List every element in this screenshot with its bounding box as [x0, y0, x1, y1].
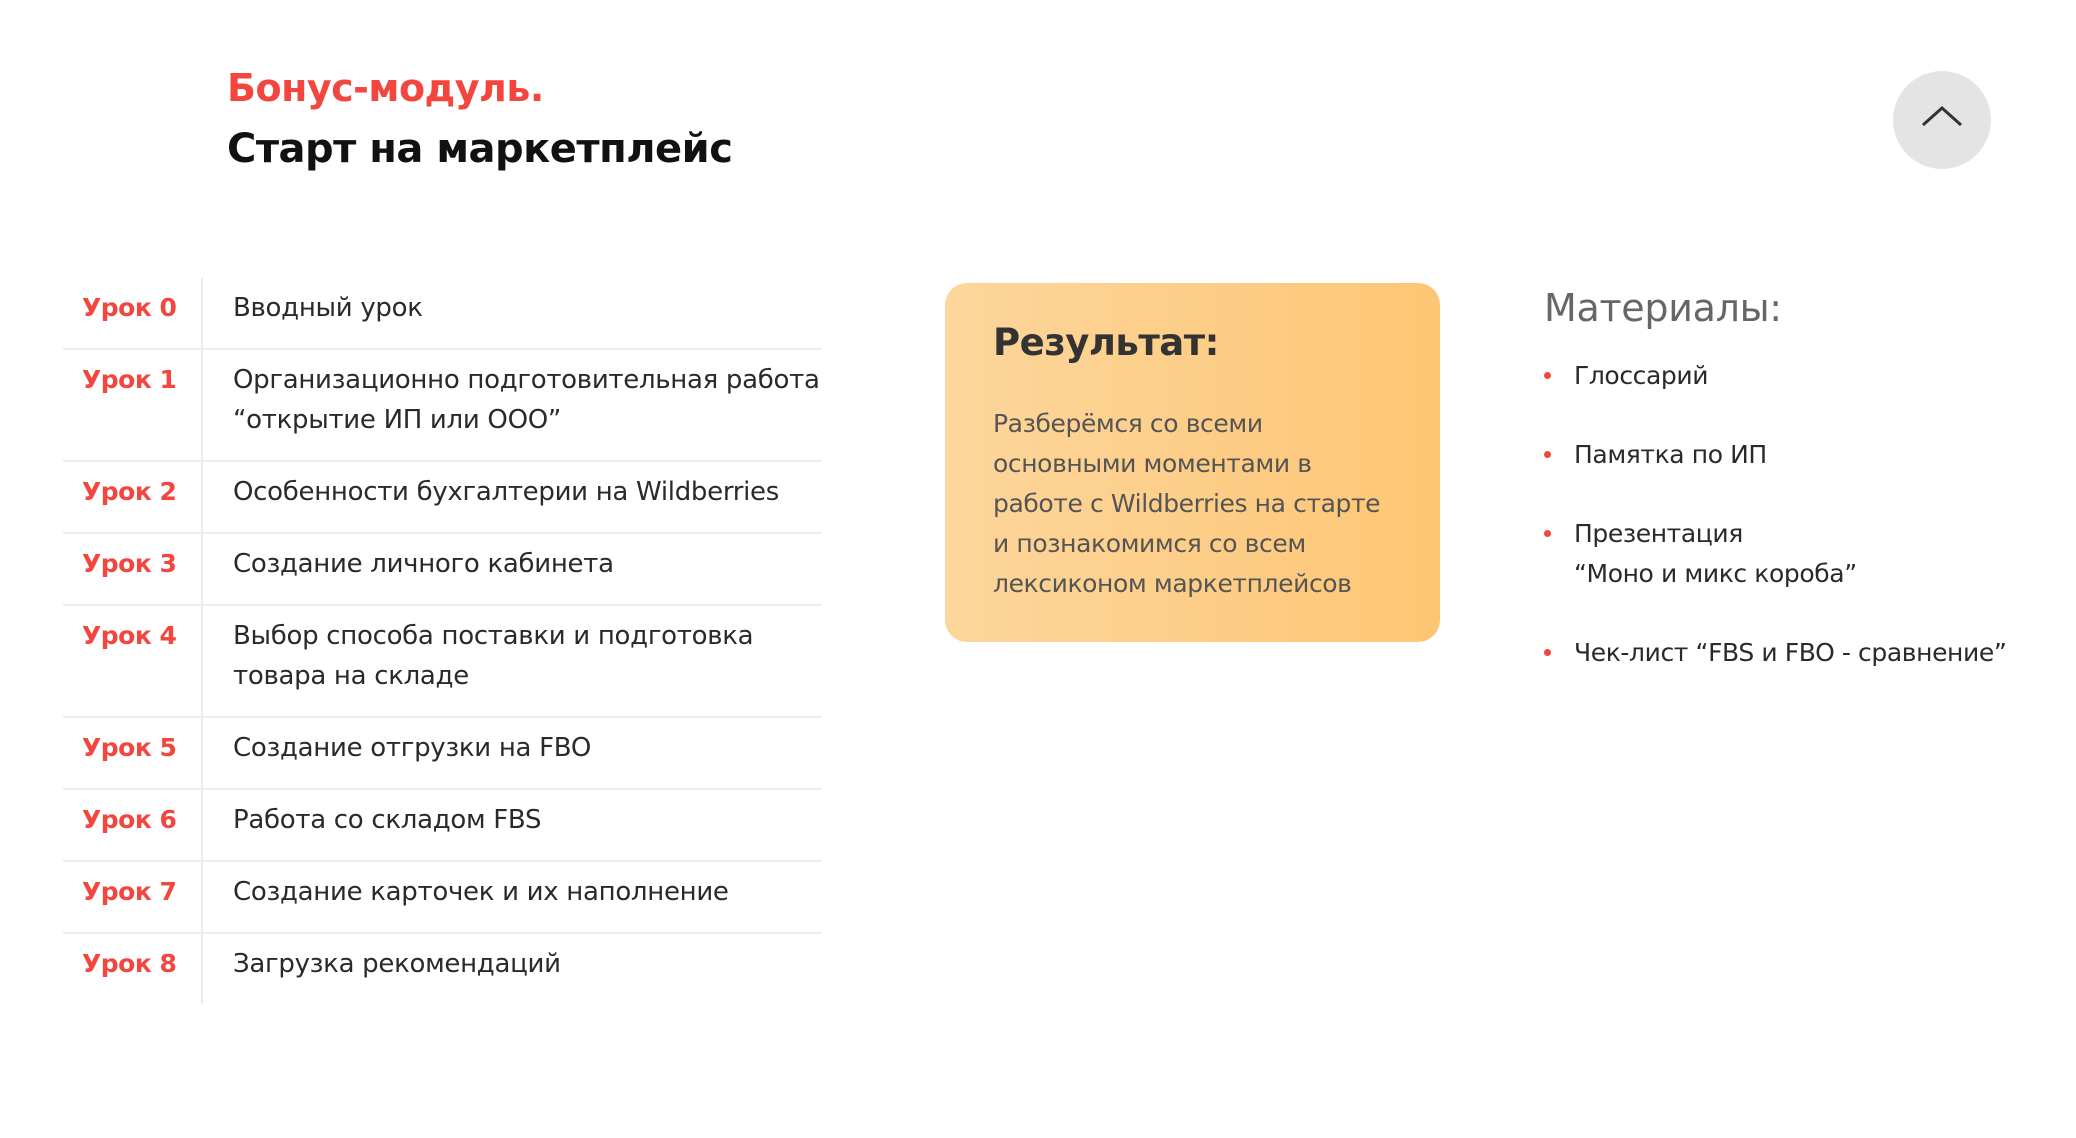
- scroll-up-button[interactable]: [1893, 71, 1991, 169]
- lesson-row[interactable]: [63, 534, 822, 606]
- lesson-row[interactable]: [63, 862, 822, 934]
- lesson-row[interactable]: [63, 278, 822, 350]
- lesson-title: Работа со складом FBS: [233, 805, 542, 835]
- lesson-title: Создание отгрузки на FBO: [233, 733, 592, 763]
- lesson-title: Вводный урок: [233, 293, 423, 323]
- material-label: Презентация “Моно и микс короба”: [1574, 519, 1857, 588]
- lesson-title: Организационно подготовительная работа “открытие ИП или ООО”: [233, 365, 820, 435]
- module-title: Старт на маркетплейс: [227, 126, 733, 172]
- lesson-title: Создание личного кабинета: [233, 549, 614, 579]
- material-label: Памятка по ИП: [1574, 440, 1767, 469]
- bullet-icon: [1544, 372, 1551, 379]
- result-card: [945, 283, 1440, 642]
- lesson-title: Особенности бухгалтерии на Wildberries: [233, 477, 780, 507]
- material-item[interactable]: [1544, 633, 2064, 673]
- bullet-icon: [1544, 530, 1551, 537]
- material-item[interactable]: [1544, 514, 2064, 594]
- lesson-number: Урок 8: [63, 934, 203, 1004]
- lesson-number: Урок 3: [63, 534, 203, 604]
- material-item[interactable]: [1544, 435, 2064, 475]
- lesson-row[interactable]: [63, 350, 822, 462]
- lesson-number: Урок 0: [63, 278, 203, 348]
- materials-section: [1544, 286, 2064, 712]
- result-heading: Результат:: [993, 321, 1219, 364]
- materials-heading: Материалы:: [1544, 286, 1782, 330]
- bullet-icon: [1544, 451, 1551, 458]
- lesson-row[interactable]: [63, 790, 822, 862]
- chevron-up-icon: [1920, 101, 1964, 137]
- material-item[interactable]: [1544, 356, 2064, 396]
- material-label: Чек-лист “FBS и FBO - сравнение”: [1574, 638, 2007, 667]
- materials-list: [1544, 356, 2064, 673]
- lesson-number: Урок 1: [63, 350, 203, 460]
- material-label: Глоссарий: [1574, 361, 1709, 390]
- lesson-row[interactable]: [63, 606, 822, 718]
- module-label: Бонус-модуль.: [227, 66, 544, 110]
- lesson-number: Урок 2: [63, 462, 203, 532]
- lesson-list: [63, 278, 822, 1004]
- lesson-row[interactable]: [63, 462, 822, 534]
- lesson-number: Урок 4: [63, 606, 203, 716]
- lesson-number: Урок 6: [63, 790, 203, 860]
- lesson-title: Создание карточек и их наполнение: [233, 877, 729, 907]
- lesson-row[interactable]: [63, 718, 822, 790]
- lesson-title: Загрузка рекомендаций: [233, 949, 561, 979]
- lesson-row[interactable]: [63, 934, 822, 1004]
- lesson-number: Урок 5: [63, 718, 203, 788]
- lesson-number: Урок 7: [63, 862, 203, 932]
- lesson-title: Выбор способа поставки и подготовка товара на складе: [233, 621, 754, 691]
- bullet-icon: [1544, 649, 1551, 656]
- result-text: Разберёмся со всеми основными моментами в работе с Wildberries на старте и познакомимся со всем лексиконом маркетплейсов: [993, 409, 1381, 598]
